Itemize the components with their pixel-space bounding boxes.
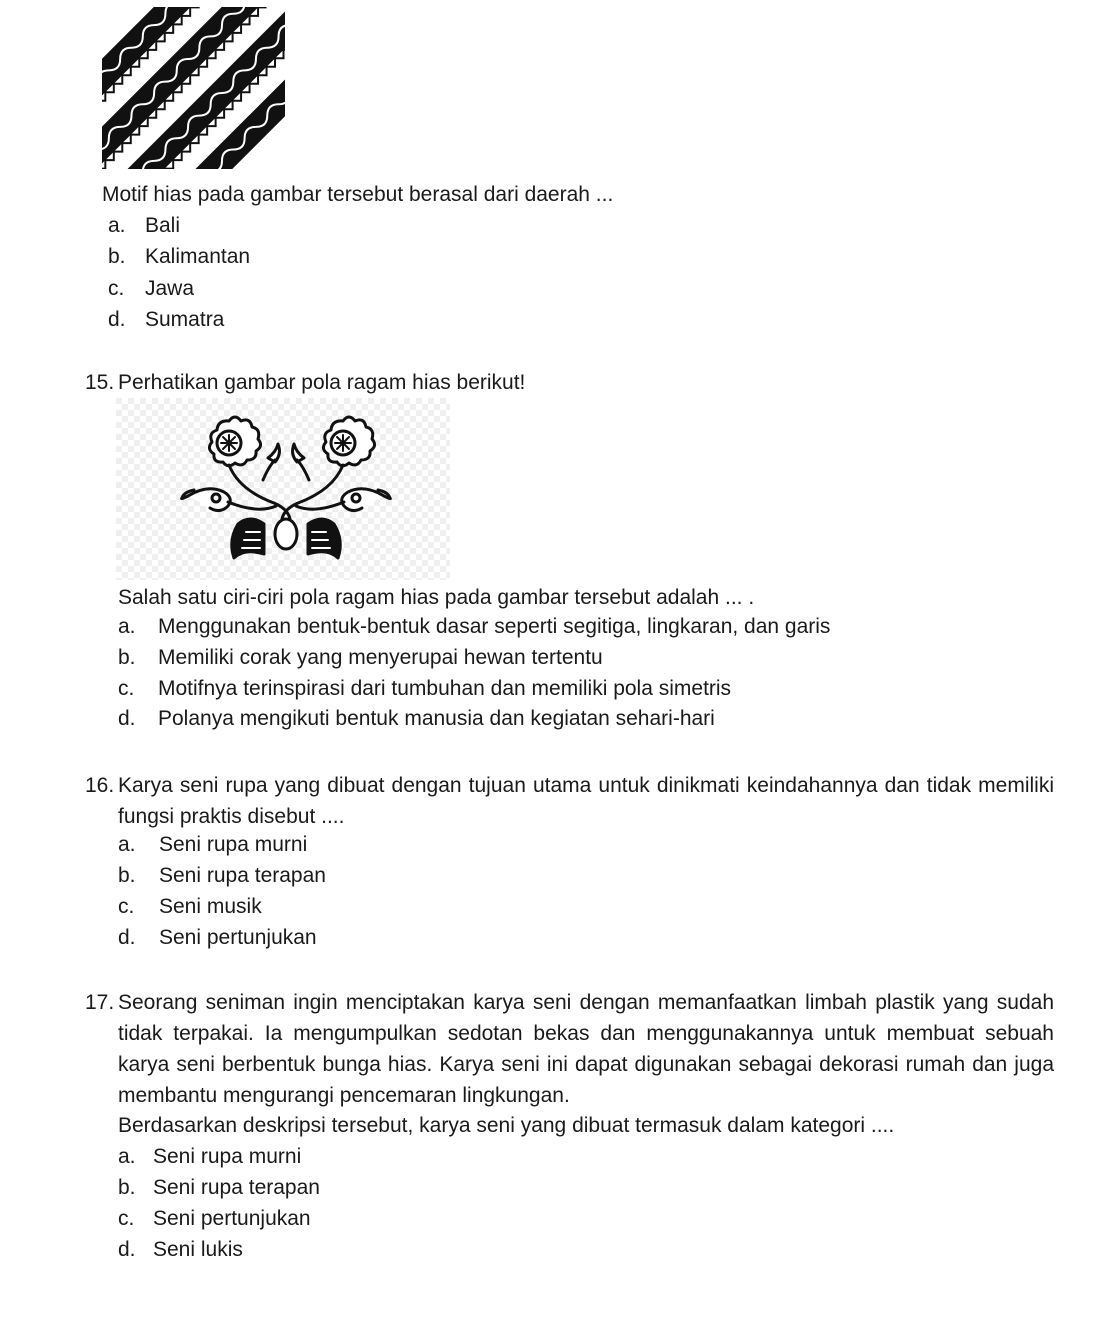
q14-option-d[interactable] <box>108 307 224 333</box>
q16-option-c[interactable] <box>118 894 262 920</box>
option-letter: a. <box>118 1145 136 1168</box>
q17-text: Seorang seniman ingin menciptakan karya seni dengan memanfaatkan limbah plastik yang sudah tidak terpakai. Ia mengumpulkan sedotan bekas dan menggunakannya untuk membuat sebuah karya seni berbentuk bunga hias. Karya seni ini dapat digunakan sebagai dekorasi rumah dan juga membantu mengurangi pencemaran lingkungan. <box>118 991 1054 1107</box>
option-text: Memiliki corak yang menyerupai hewan tertentu <box>158 646 603 669</box>
q15-prompt: Salah satu ciri-ciri pola ragam hias pada gambar tersebut adalah ... . <box>118 586 755 609</box>
option-letter: c. <box>118 677 135 700</box>
option-letter: c. <box>118 895 135 918</box>
option-letter: b. <box>118 646 136 669</box>
option-text: Seni rupa murni <box>153 1145 302 1168</box>
q15-option-c[interactable] <box>118 676 731 702</box>
option-text: Seni musik <box>159 895 262 918</box>
q15-option-a[interactable] <box>118 614 830 640</box>
q17-prompt: Berdasarkan deskripsi tersebut, karya seni yang dibuat termasuk dalam kategori .... <box>118 1114 895 1137</box>
option-letter: d. <box>118 926 136 949</box>
option-letter: a. <box>108 214 126 237</box>
q14-prompt: Motif hias pada gambar tersebut berasal dari daerah ... <box>102 183 614 206</box>
option-letter: b. <box>108 245 126 268</box>
option-text: Kalimantan <box>145 245 251 268</box>
option-text: Seni lukis <box>153 1238 243 1261</box>
floral-ornament-image <box>116 398 450 580</box>
q15-option-d[interactable] <box>118 706 715 732</box>
option-letter: d. <box>118 1238 136 1261</box>
option-letter: d. <box>118 707 136 730</box>
q17-option-d[interactable] <box>118 1237 243 1263</box>
question-title: Perhatikan gambar pola ragam hias berikut! <box>118 371 526 394</box>
option-text: Motifnya terinspirasi dari tumbuhan dan memiliki pola simetris <box>158 677 732 700</box>
question-number: 15. <box>85 371 115 394</box>
option-letter: b. <box>118 1176 136 1199</box>
q17-number: 17. <box>85 991 115 1014</box>
q16-text: Karya seni rupa yang dibuat dengan tujuan utama untuk dinikmati keindahannya dan tidak memiliki fungsi praktis disebut .... <box>118 774 1054 828</box>
q17-option-b[interactable] <box>118 1175 320 1201</box>
option-text: Jawa <box>145 277 195 300</box>
q15-option-b[interactable] <box>118 645 603 671</box>
option-letter: c. <box>118 1207 135 1230</box>
option-text: Seni rupa terapan <box>159 864 326 887</box>
q16-number: 16. <box>85 774 115 797</box>
q15-heading <box>85 370 525 396</box>
option-letter: a. <box>118 833 136 856</box>
q14-option-b[interactable] <box>108 244 250 270</box>
q14-option-c[interactable] <box>108 276 194 302</box>
option-letter: a. <box>118 615 136 638</box>
option-letter: d. <box>108 308 126 331</box>
option-letter: c. <box>108 277 125 300</box>
option-text: Seni pertunjukan <box>153 1207 311 1230</box>
option-letter: b. <box>118 864 136 887</box>
option-text: Sumatra <box>145 308 225 331</box>
option-text: Seni rupa terapan <box>153 1176 320 1199</box>
option-text: Seni pertunjukan <box>159 926 317 949</box>
q16-option-b[interactable] <box>118 863 326 889</box>
option-text: Seni rupa murni <box>159 833 308 856</box>
batik-parang-image <box>102 7 285 169</box>
q17-option-a[interactable] <box>118 1144 301 1170</box>
q14-option-a[interactable] <box>108 213 180 239</box>
option-text: Bali <box>145 214 181 237</box>
q17-option-c[interactable] <box>118 1206 311 1232</box>
q16-option-a[interactable] <box>118 832 307 858</box>
option-text: Menggunakan bentuk-bentuk dasar seperti segitiga, lingkaran, dan garis <box>158 615 831 638</box>
q16-option-d[interactable] <box>118 925 317 951</box>
option-text: Polanya mengikuti bentuk manusia dan kegiatan sehari-hari <box>158 707 715 730</box>
